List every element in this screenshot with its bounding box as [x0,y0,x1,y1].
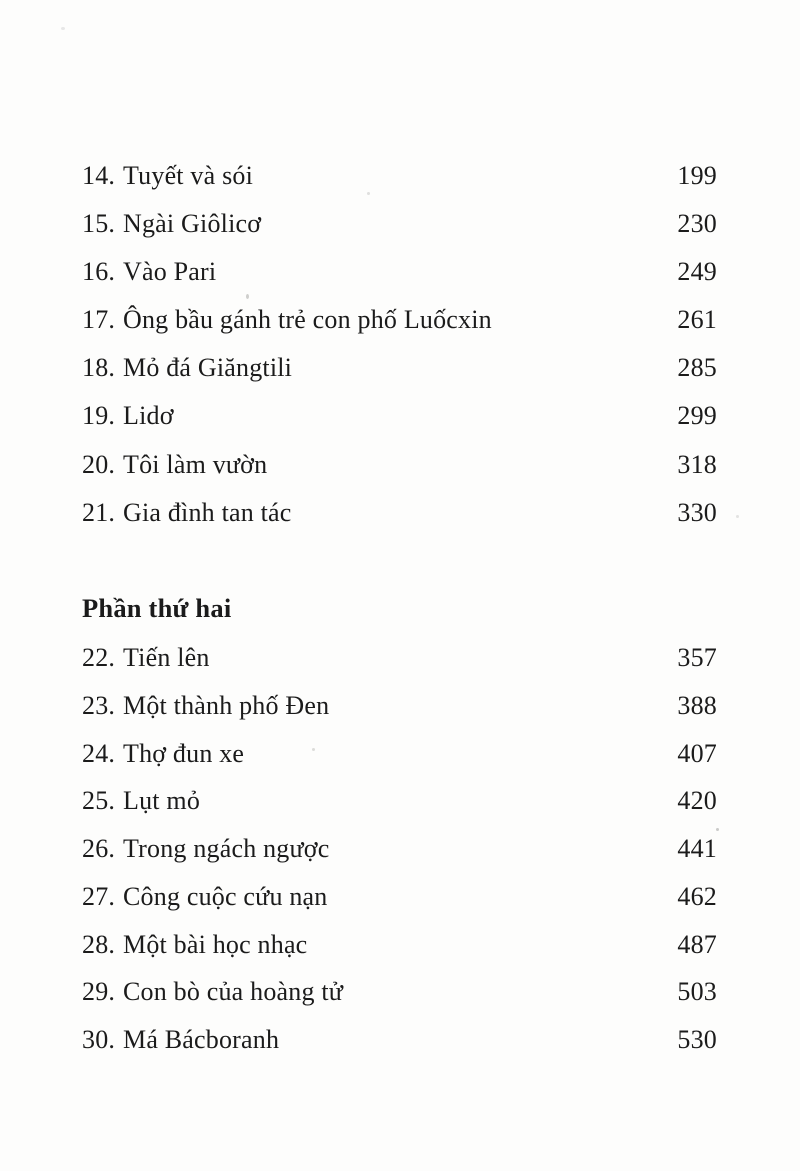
chapter-number: 26. [82,834,116,863]
chapter-page-number: 330 [677,497,717,527]
chapter-title: Lụt mỏ [123,786,201,816]
entry-left [82,200,261,237]
entry-left [82,489,292,526]
entry-left [82,825,330,862]
chapter-number: 27. [82,881,116,911]
toc-part-two [82,634,717,1064]
chapter-title: Vào Pari [123,257,217,287]
toc-entry [82,682,717,730]
scan-speck [367,192,370,195]
chapter-page-number: 199 [677,161,717,190]
chapter-title: Ngài Giôlicơ [123,209,262,239]
chapter-page-number: 285 [677,353,717,383]
toc-part-one [82,152,717,537]
toc-entry [82,392,717,440]
entry-left [82,441,267,478]
entry-left [82,682,329,719]
chapter-number: 25. [82,786,116,816]
chapter-title: Trong ngách ngược [123,834,330,863]
chapter-number: 20. [82,449,116,479]
chapter-page-number: 261 [677,305,717,335]
chapter-page-number: 503 [677,977,717,1007]
toc-entry [82,489,717,537]
chapter-title: Má Bácboranh [123,1025,280,1054]
entry-left [82,296,492,333]
entry-left [82,777,200,814]
chapter-title: Tiến lên [123,643,210,672]
chapter-title: Ông bầu gánh trẻ con phố Luốcxin [123,305,492,335]
scan-speck [246,294,249,299]
chapter-page-number: 420 [677,786,717,816]
scan-speck [736,515,739,518]
chapter-number: 17. [82,305,116,335]
scan-speck [312,748,315,751]
toc-entry [82,248,717,296]
chapter-page-number: 487 [677,929,717,959]
toc-entry [82,441,717,489]
chapter-page-number: 299 [677,401,717,431]
chapter-title: Một bài học nhạc [123,929,308,959]
chapter-title: Thợ đun xe [123,738,245,768]
chapter-title: Gia đình tan tác [123,497,292,527]
toc-entry [82,730,717,778]
chapter-number: 29. [82,977,116,1007]
chapter-title: Mỏ đá Giăngtili [123,353,293,383]
toc-entry [82,825,717,873]
chapter-number: 14. [82,161,116,190]
chapter-title: Công cuộc cứu nạn [123,881,328,911]
toc-entry [82,634,717,682]
scan-speck [61,27,65,30]
toc-entry [82,296,717,344]
entry-left [82,968,343,1005]
chapter-number: 19. [82,401,116,431]
chapter-number: 28. [82,929,116,959]
chapter-page-number: 230 [677,209,717,239]
entry-left [82,344,292,381]
chapter-number: 21. [82,497,116,527]
chapter-number: 30. [82,1025,116,1054]
chapter-title: Con bò của hoàng tử [123,977,344,1007]
chapter-page-number: 462 [677,881,717,911]
chapter-number: 22. [82,643,116,672]
toc-entry [82,873,717,921]
chapter-title: Tuyết và sói [123,161,254,190]
entry-left [82,730,244,767]
chapter-title: Lidơ [123,401,174,431]
chapter-number: 16. [82,257,116,287]
entry-left [82,152,253,189]
chapter-page-number: 249 [677,257,717,287]
entry-left [82,1016,279,1053]
scan-speck [716,828,719,831]
chapter-page-number: 357 [677,643,717,672]
chapter-number: 24. [82,738,116,768]
toc-entry [82,344,717,392]
toc-entry [82,968,717,1016]
chapter-number: 15. [82,209,116,239]
chapter-title: Tôi làm vườn [123,449,268,479]
toc-entry [82,200,717,248]
toc-entry [82,152,717,200]
chapter-page-number: 318 [677,449,717,479]
entry-left [82,873,328,910]
chapter-page-number: 407 [677,738,717,768]
chapter-title: Một thành phố Đen [123,690,330,720]
section-heading: Phần thứ hai [82,593,232,623]
toc-entry [82,1016,717,1064]
entry-left [82,248,216,285]
toc-entry [82,777,717,825]
entry-left [82,392,174,429]
entry-left [82,921,307,958]
toc-entry [82,921,717,969]
entry-left [82,634,210,671]
chapter-number: 18. [82,353,116,383]
chapter-page-number: 441 [677,834,717,863]
chapter-page-number: 388 [677,690,717,720]
chapter-number: 23. [82,690,116,720]
chapter-page-number: 530 [677,1025,717,1054]
